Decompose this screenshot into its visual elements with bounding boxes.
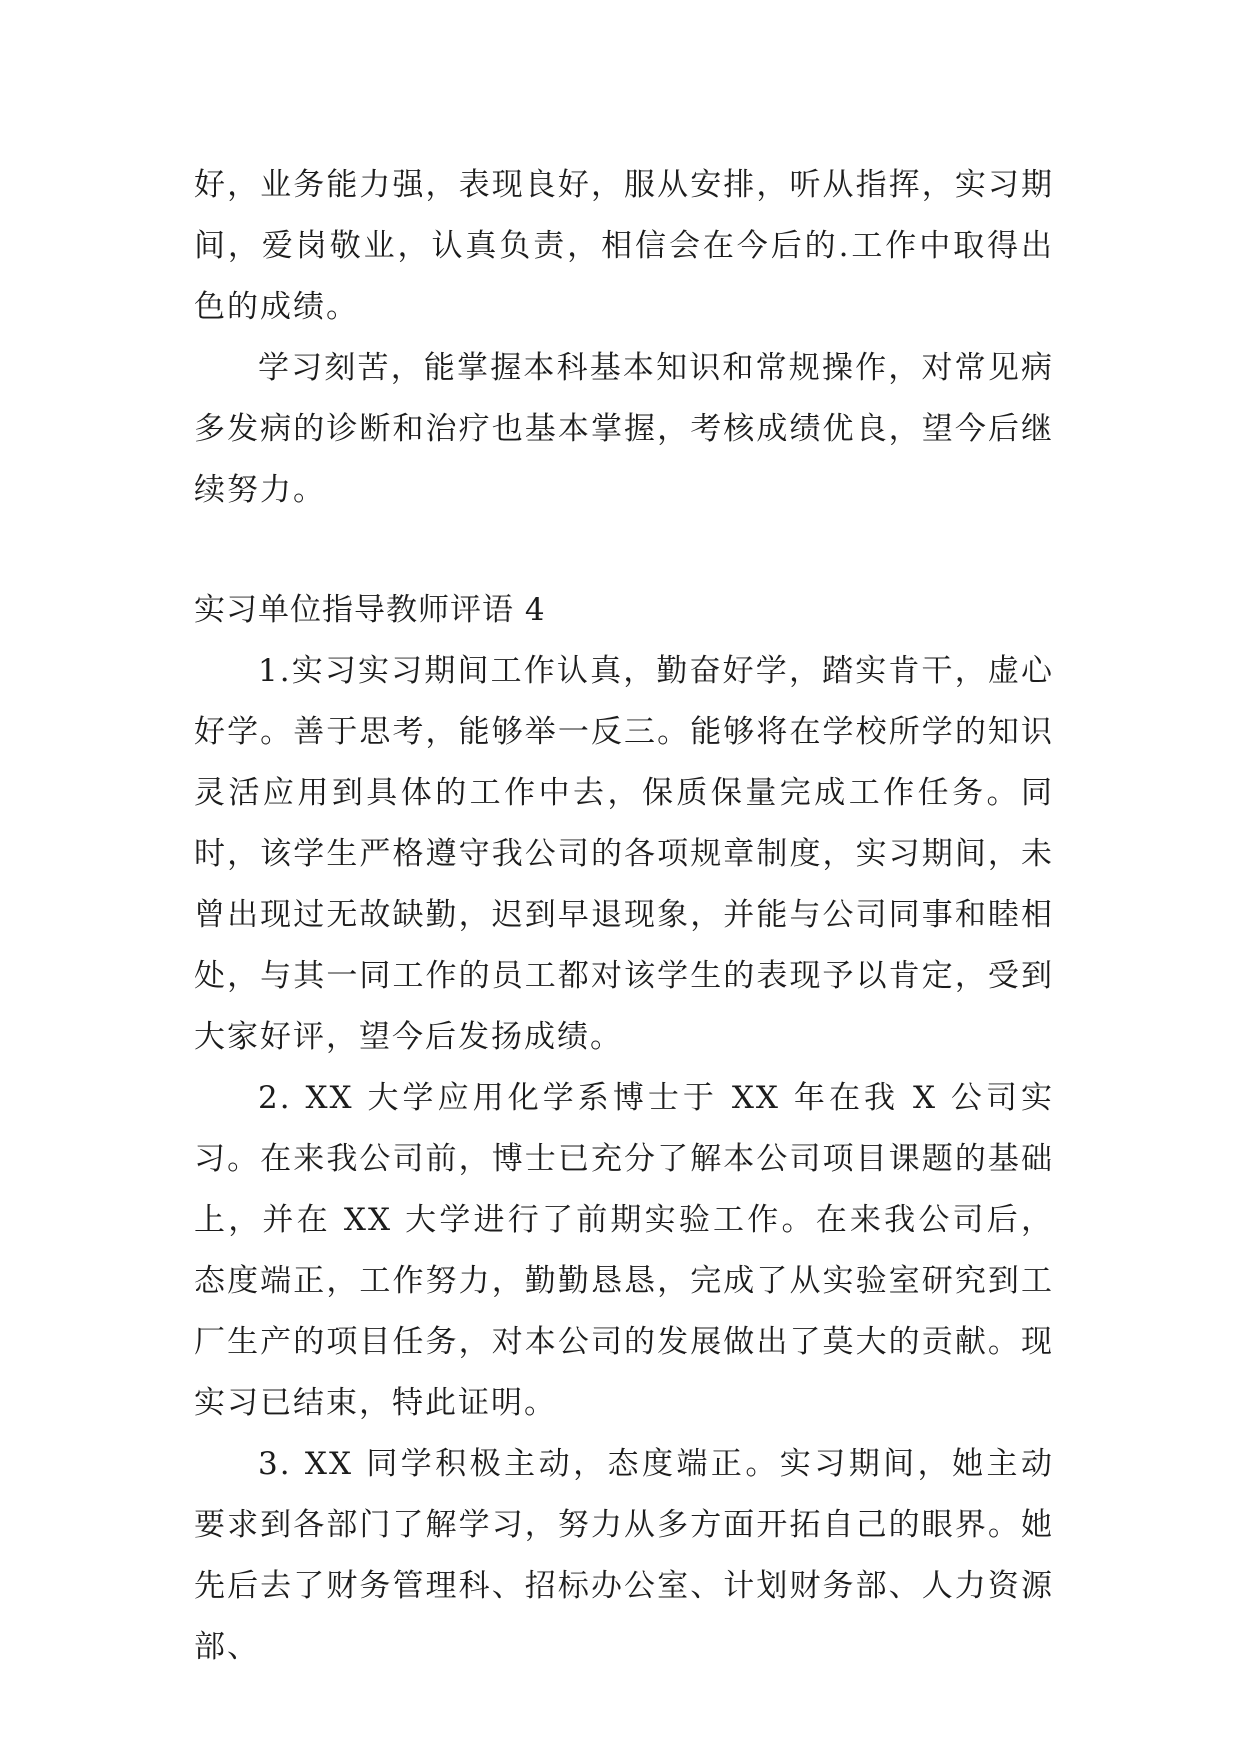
list-item-3: 3. XX 同学积极主动，态度端正。实习期间，她主动要求到各部门了解学习，努力从多方面开拓自己的眼界。她先后去了财务管理科、招标办公室、计划财务部、人力资源部、 [194,1446,1054,1665]
section-heading: 实习单位指导教师评语 4 [194,592,546,628]
paragraph-continued: 好，业务能力强，表现良好，服从安排，听从指挥，实习期间，爱岗敬业，认真负责，相信会在今后的.工作中取得出色的成绩。 [194,167,1054,325]
list-item-2: 2. XX 大学应用化学系博士于 XX 年在我 X 公司实习。在来我公司前，博士已充分了解本公司项目课题的基础上，并在 XX 大学进行了前期实验工作。在来我公司后，态度端正，工作努力，勤勤恳恳，完成了从实验室研究到工厂生产的项目任务，对本公司的发展做出了莫大的贡献。现实习已结束，特此证明。 [194,1080,1054,1421]
document-page [194,155,1054,1678]
paragraph-study: 学习刻苦，能掌握本科基本知识和常规操作，对常见病多发病的诊断和治疗也基本掌握，考核成绩优良，望今后继续努力。 [194,350,1054,508]
list-item-1: 1.实习实习期间工作认真，勤奋好学，踏实肯干，虚心好学。善于思考，能够举一反三。能够将在学校所学的知识灵活应用到具体的工作中去，保质保量完成工作任务。同时，该学生严格遵守我公司的各项规章制度，实习期间，未曾出现过无故缺勤，迟到早退现象，并能与公司同事和睦相处，与其一同工作的员工都对该学生的表现予以肯定，受到大家好评，望今后发扬成绩。 [194,653,1054,1055]
